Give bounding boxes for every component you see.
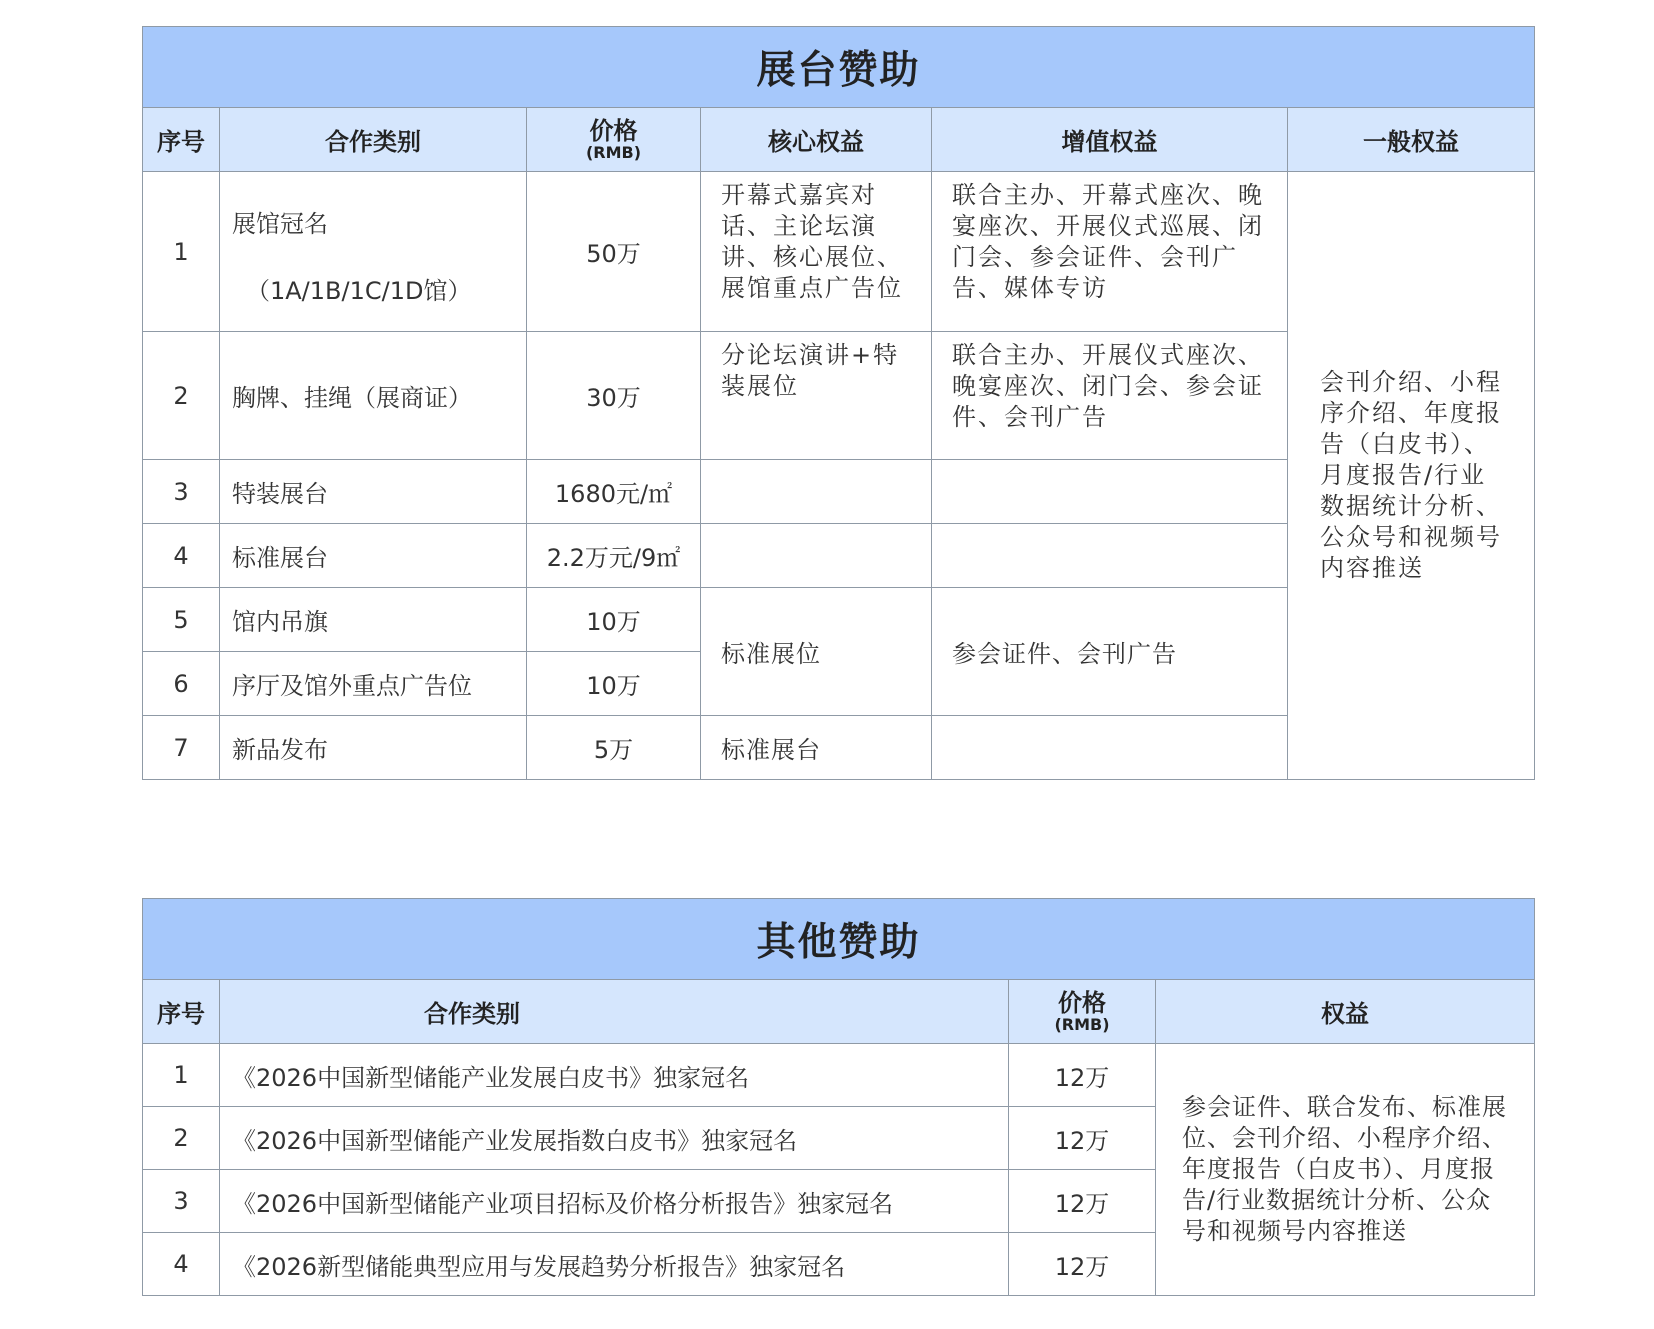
row-category: 标准展台 — [220, 524, 527, 588]
header-seq: 序号 — [143, 108, 220, 172]
row-seq: 3 — [143, 1170, 220, 1233]
row-seq: 7 — [143, 716, 220, 780]
header-price — [527, 108, 701, 172]
row-category: 《2026新型储能典型应用与发展趋势分析报告》独家冠名 — [220, 1233, 1009, 1296]
row-seq: 4 — [143, 524, 220, 588]
row-category-sub: （1A/1B/1C/1D馆） — [246, 276, 472, 305]
header-value-added-rights: 增值权益 — [932, 108, 1288, 172]
general-rights-cell: 会刊介绍、小程序介绍、年度报告（白皮书）、月度报告/行业数据统计分析、公众号和视频号内容推送 — [1288, 172, 1535, 780]
row-value-added-rights-empty — [932, 716, 1288, 780]
row-seq: 1 — [143, 1044, 220, 1107]
booth-table-title: 展台赞助 — [143, 27, 1535, 108]
merged-core-rights: 标准展位 — [701, 588, 932, 716]
other-sponsorship-table — [142, 898, 1535, 1296]
row-core-rights: 开幕式嘉宾对话、主论坛演讲、核心展位、展馆重点广告位 — [701, 172, 932, 332]
header-general-rights: 一般权益 — [1288, 108, 1535, 172]
other-table-title: 其他赞助 — [143, 899, 1535, 980]
row-category: 胸牌、挂绳（展商证） — [220, 332, 527, 460]
row-price: 30万 — [527, 332, 701, 460]
row-category: 《2026中国新型储能产业发展指数白皮书》独家冠名 — [220, 1107, 1009, 1170]
row-seq: 4 — [143, 1233, 220, 1296]
header-price-unit: (RMB) — [1054, 1014, 1110, 1034]
row-seq: 1 — [143, 172, 220, 332]
header-price-unit: (RMB) — [585, 142, 642, 162]
row-category: 序厅及馆外重点广告位 — [220, 652, 527, 716]
row-core-rights-empty — [701, 460, 932, 524]
row-price: 10万 — [527, 652, 701, 716]
row-seq: 5 — [143, 588, 220, 652]
table-row — [143, 172, 1535, 332]
row-price: 5万 — [527, 716, 701, 780]
row-price: 12万 — [1009, 1170, 1156, 1233]
row-core-rights: 标准展台 — [701, 716, 932, 780]
header-price-label: 价格 — [589, 116, 638, 145]
table-row — [143, 1044, 1535, 1107]
booth-sponsorship-table — [142, 26, 1535, 780]
row-value-added-rights-empty — [932, 460, 1288, 524]
row-category: 馆内吊旗 — [220, 588, 527, 652]
header-price — [1009, 980, 1156, 1044]
header-seq: 序号 — [143, 980, 220, 1044]
merged-value-added-rights: 参会证件、会刊广告 — [932, 588, 1288, 716]
row-category: 新品发布 — [220, 716, 527, 780]
other-rights-cell: 参会证件、联合发布、标准展位、会刊介绍、小程序介绍、年度报告（白皮书）、月度报告/行业数据统计分析、公众号和视频号内容推送 — [1156, 1044, 1535, 1296]
row-value-added-rights: 联合主办、开展仪式座次、晚宴座次、闭门会、参会证件、会刊广告 — [932, 332, 1288, 460]
row-seq: 6 — [143, 652, 220, 716]
row-seq: 3 — [143, 460, 220, 524]
row-core-rights-empty — [701, 524, 932, 588]
row-price: 10万 — [527, 588, 701, 652]
header-category: 合作类别 — [220, 108, 527, 172]
row-value-added-rights: 联合主办、开幕式座次、晚宴座次、开展仪式巡展、闭门会、参会证件、会刊广告、媒体专访 — [932, 172, 1288, 332]
row-price: 12万 — [1009, 1044, 1156, 1107]
row-category — [220, 172, 527, 332]
row-price: 2.2万元/9㎡ — [527, 524, 701, 588]
row-core-rights: 分论坛演讲+特装展位 — [701, 332, 932, 460]
row-price: 12万 — [1009, 1233, 1156, 1296]
header-core-rights: 核心权益 — [701, 108, 932, 172]
row-seq: 2 — [143, 1107, 220, 1170]
header-price-label: 价格 — [1058, 988, 1106, 1017]
row-value-added-rights-empty — [932, 524, 1288, 588]
row-category: 《2026中国新型储能产业发展白皮书》独家冠名 — [220, 1044, 1009, 1107]
row-price: 50万 — [527, 172, 701, 332]
header-category: 合作类别 — [220, 980, 1009, 1044]
row-category: 特装展台 — [220, 460, 527, 524]
row-price: 12万 — [1009, 1107, 1156, 1170]
row-category: 《2026中国新型储能产业项目招标及价格分析报告》独家冠名 — [220, 1170, 1009, 1233]
header-rights: 权益 — [1156, 980, 1535, 1044]
row-price: 1680元/㎡ — [527, 460, 701, 524]
row-seq: 2 — [143, 332, 220, 460]
row-category-name: 展馆冠名 — [232, 209, 328, 238]
